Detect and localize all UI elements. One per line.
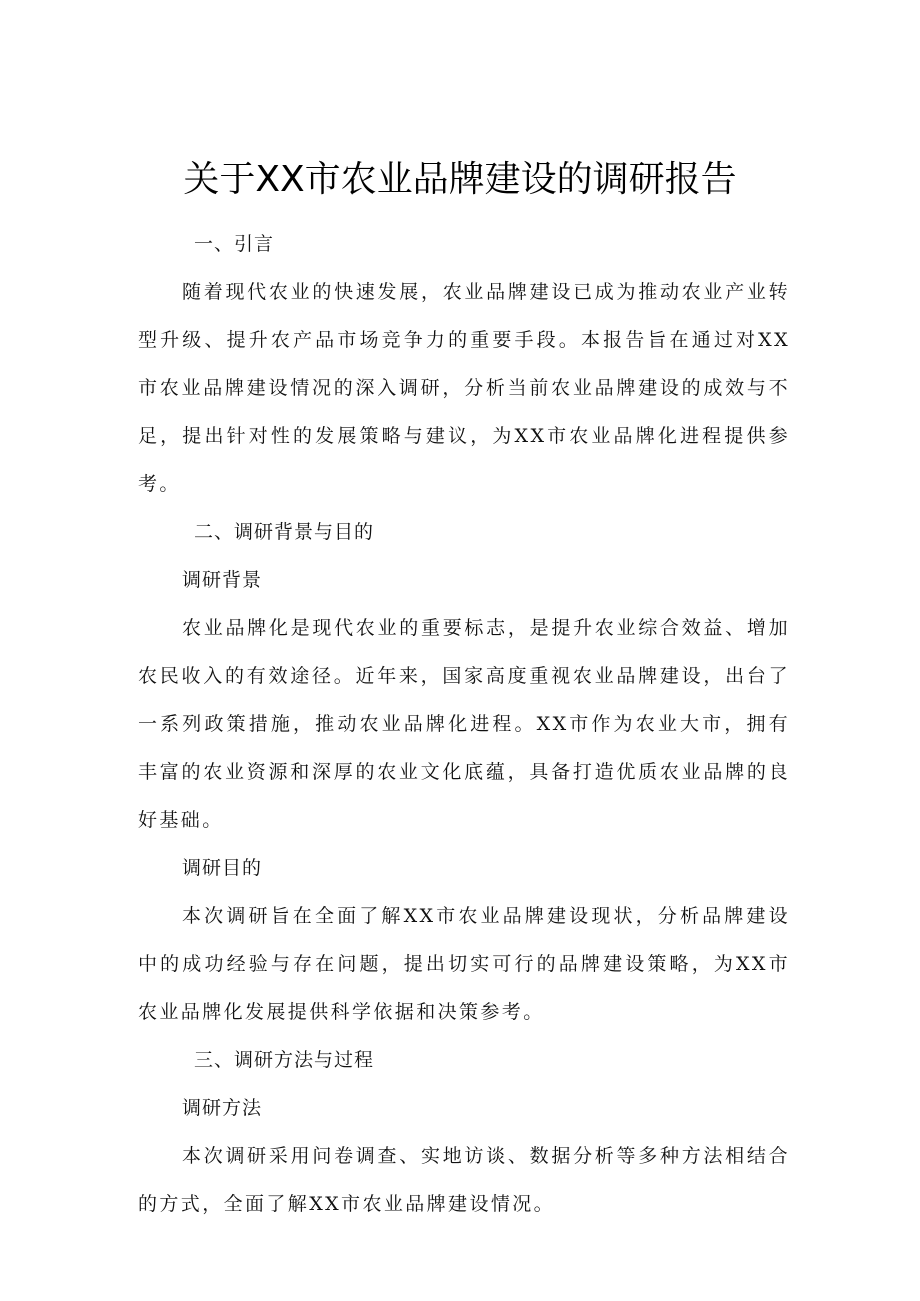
paragraph-background: 农业品牌化是现代农业的重要标志，是提升农业综合效益、增加农民收入的有效途径。近年来，国家高度重视农业品牌建设，出台了一系列政策措施，推动农业品牌化进程。XX市作为农业大市，拥有丰富的农业资源和深厚的农业文化底蕴，具备打造优质农业品牌的良好基础。: [138, 617, 790, 831]
section-heading-intro: 一、引言: [194, 233, 275, 255]
paragraph-purpose: 本次调研旨在全面了解XX市农业品牌建设现状，分析品牌建设中的成功经验与存在问题，提出切实可行的品牌建设策略，为XX市农业品牌化发展提供科学依据和决策参考。: [138, 905, 790, 1023]
subheading-purpose: 调研目的: [182, 857, 263, 879]
paragraph-method: 本次调研采用问卷调查、实地访谈、数据分析等多种方法相结合的方式，全面了解XX市农业品牌建设情况。: [138, 1145, 790, 1215]
subheading-method: 调研方法: [182, 1097, 263, 1119]
paragraph-intro: 随着现代农业的快速发展，农业品牌建设已成为推动农业产业转型升级、提升农产品市场竞争力的重要手段。本报告旨在通过对XX市农业品牌建设情况的深入调研，分析当前农业品牌建设的成效与不足，提出针对性的发展策略与建议，为XX市农业品牌化进程提供参考。: [138, 281, 790, 495]
document-title: 关于XX市农业品牌建设的调研报告: [183, 159, 737, 200]
section-heading-method: 三、调研方法与过程: [194, 1049, 375, 1071]
subheading-background: 调研背景: [182, 569, 263, 591]
section-heading-background: 二、调研背景与目的: [194, 521, 375, 543]
document-body: [138, 220, 790, 1228]
